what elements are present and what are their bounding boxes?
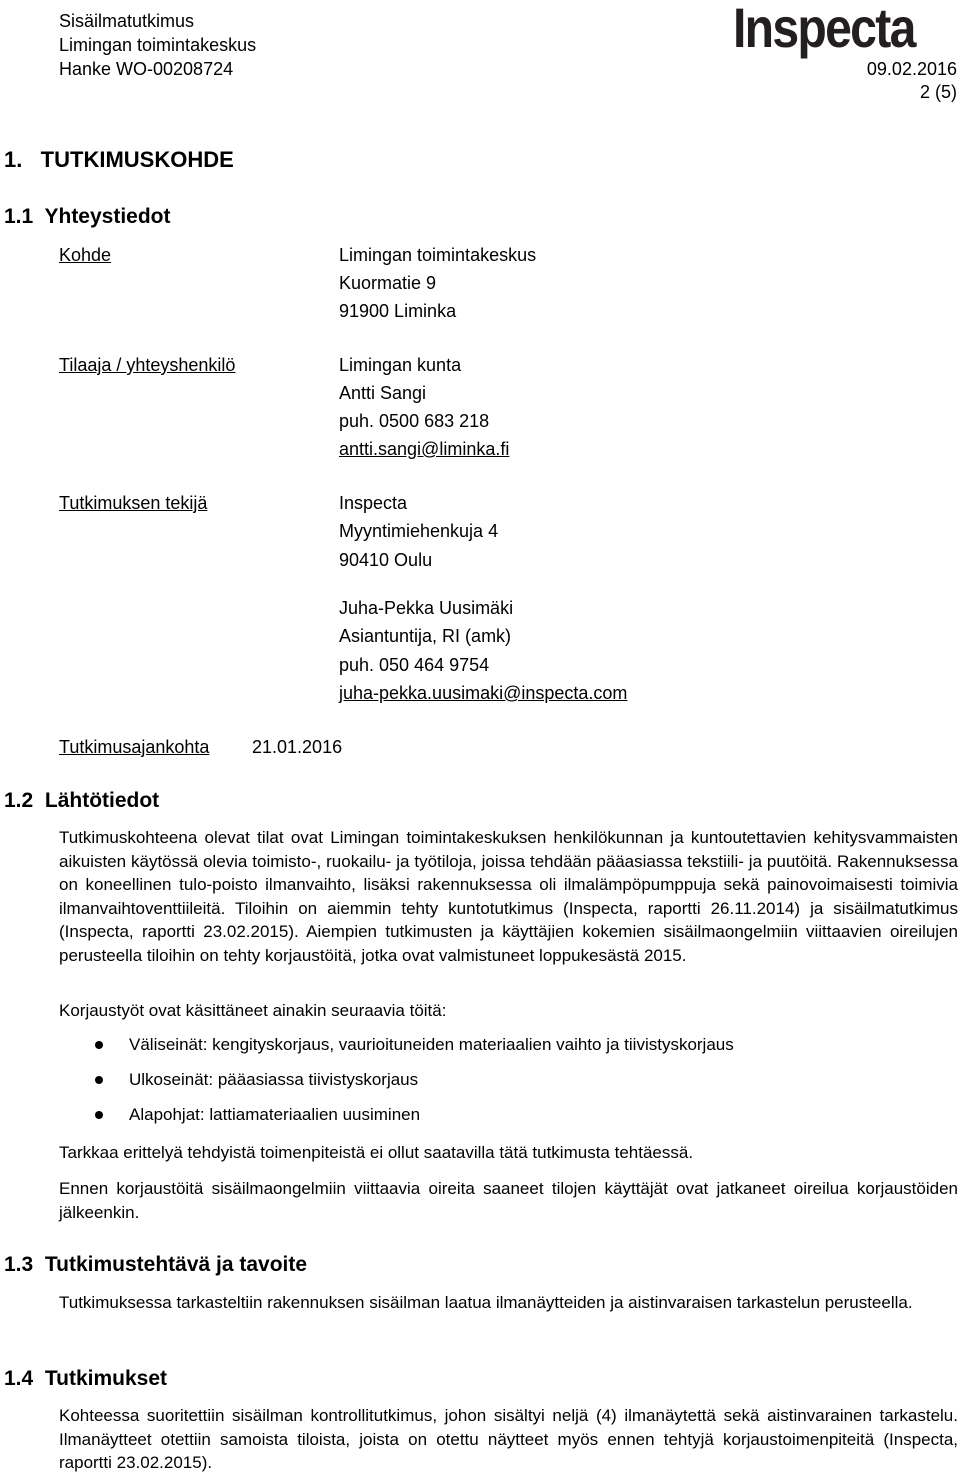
section-1-2-heading: 1.2 Lähtötiedot: [4, 789, 160, 812]
kohde-label: Kohde: [59, 245, 112, 265]
kohde-line: Limingan toimintakeskus: [339, 245, 537, 265]
list-item: [59, 1104, 939, 1139]
tilaaja-label: Tilaaja / yhteyshenkilö: [59, 355, 236, 375]
lahtotiedot-paragraph: Tutkimuskohteena olevat tilat ovat Limingan toimintakeskuksen henkilökunnan ja kuntoutettavien kehitysvammaisten aikuisten käytössä olevia toimisto-, ruokailu- ja työtiloja, joissa tehdään pääasiassa tekstiili- ja puutöitä. Rakennuksessa on koneellinen tulo-poisto ilmanvaihto, lisäksi rakennuksessa oli ilmalämpöpumppuja sekä painovoimaisesti toimivia ilmanvaihtoventtiileitä. Tiloihin on aiemmin tehty kuntotutkimus (Inspecta, raportti 26.11.2014) ja sisäilmatutkimus (Inspecta, raportti 23.02.2015). Aiempien tutkimusten ja käyttäjien kokemien sisäilmaongelmiin viittaavien oireilujen perusteella tiloihin on tehty korjaustöitä, jotka ovat valmistuneet loppukesästä 2015.: [59, 828, 958, 965]
ajankohta-label: Tutkimusajankohta: [59, 737, 210, 757]
list-item-text: Väliseinät: kengityskorjaus, vaurioituneiden materiaalien vaihto ja tiivistyskorjaus: [129, 1035, 734, 1054]
lahtotiedot-paragraph: Ennen korjaustöitä sisäilmaongelmiin viittaavia oireita saaneet tilojen käyttäjät ovat jatkaneet oireilua korjaustöiden jälkeenkin.: [59, 1179, 958, 1222]
lahtotiedot-paragraph: Korjaustyöt ovat käsittäneet ainakin seuraavia töitä:: [59, 1001, 447, 1020]
tekija-line: 90410 Oulu: [339, 550, 433, 570]
tilaaja-line: Limingan kunta: [339, 355, 462, 375]
section-1-1-heading: 1.1 Yhteystiedot: [4, 205, 171, 228]
list-item-text: Ulkoseinät: pääasiassa tiivistyskorjaus: [129, 1070, 419, 1089]
header-page-number: 2 (5): [919, 82, 957, 102]
tilaaja-line: puh. 0500 683 218: [339, 411, 490, 431]
tekija-contact-name: Juha-Pekka Uusimäki: [339, 598, 514, 618]
kohde-line: Kuormatie 9: [339, 273, 437, 293]
lahtotiedot-paragraph: Tarkkaa erittelyä tehdyistä toimenpiteistä ei ollut saatavilla tätä tutkimusta tehtäessä.: [59, 1143, 694, 1162]
header-date: 09.02.2016: [866, 59, 957, 79]
tekija-line: Inspecta: [339, 493, 408, 513]
bullet-icon: [95, 1111, 103, 1119]
repair-list: [59, 1034, 939, 1139]
tilaaja-line: Antti Sangi: [339, 383, 427, 403]
tekija-email-link[interactable]: juha-pekka.uusimaki@inspecta.com: [339, 683, 628, 703]
tekija-contact-title: Asiantuntija, RI (amk): [339, 626, 512, 646]
tutkimukset-paragraph: Kohteessa suoritettiin sisäilman kontrollitutkimus, johon sisältyi neljä (4) ilmanäytettä sekä aistinvarainen tarkastelu. Ilmanäytteet otettiin samoista tiloista, joista on otettu näytteet myös ennen tehtyjä korjaustoimenpiteitä (Inspecta, raportti 23.02.2015).: [59, 1406, 958, 1473]
list-item-text: Alapohjat: lattiamateriaalien uusiminen: [129, 1105, 421, 1124]
header-title: Sisäilmatutkimus: [59, 11, 195, 31]
inspecta-logo: Inspecta: [733, 0, 915, 59]
tilaaja-email-link[interactable]: antti.sangi@liminka.fi: [339, 439, 510, 459]
section-1-4-heading: 1.4 Tutkimukset: [4, 1367, 167, 1390]
section-1-3-heading: 1.3 Tutkimustehtävä ja tavoite: [4, 1253, 308, 1276]
list-item: [59, 1034, 939, 1069]
tavoite-paragraph: Tutkimuksessa tarkasteltiin rakennuksen sisäilman laatua ilmanäytteiden ja aistinvaraisen tarkastelun perusteella.: [59, 1293, 913, 1312]
tekija-label: Tutkimuksen tekijä: [59, 493, 208, 513]
header-project: Hanke WO-00208724: [59, 59, 234, 79]
bullet-icon: [95, 1076, 103, 1084]
section-1-heading: 1. TUTKIMUSKOHDE: [4, 147, 234, 172]
tekija-line: Myyntimiehenkuja 4: [339, 521, 499, 541]
kohde-line: 91900 Liminka: [339, 301, 457, 321]
list-item: [59, 1069, 939, 1104]
tekija-contact-phone: puh. 050 464 9754: [339, 655, 490, 675]
bullet-icon: [95, 1041, 103, 1049]
header-subtitle: Limingan toimintakeskus: [59, 35, 257, 55]
ajankohta-value: 21.01.2016: [252, 737, 343, 757]
